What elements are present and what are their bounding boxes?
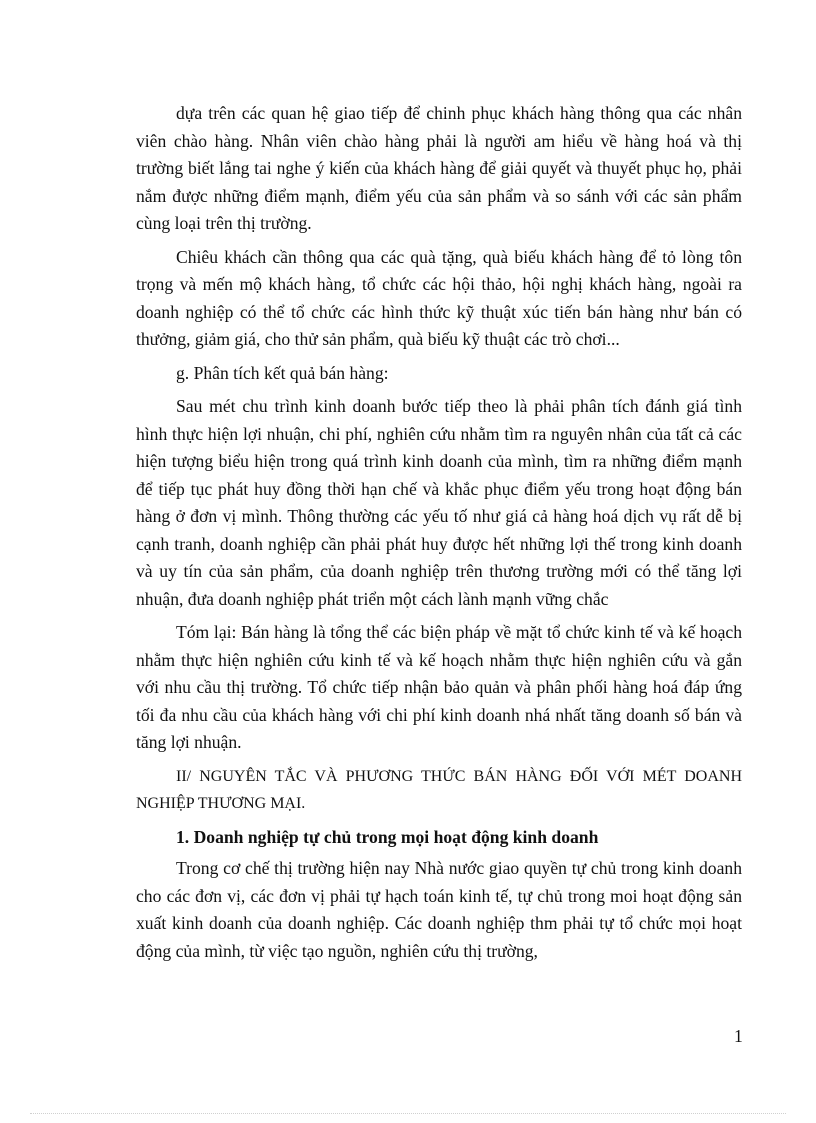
- paragraph-summary: Tóm lại: Bán hàng là tổng thể các biện pháp về mặt tổ chức kinh tế và kế hoạch nhằm thực hiện nghiên cứu kinh tế và kế hoạch nhằm thực hiện nghiên cứu và gắn với nhu cầu thị trường. Tổ chức tiếp nhận bảo quản và phân phối hàng hoá đáp ứng tối đa nhu cầu của khách hàng với chi phí kinh doanh nhá nhất tăng doanh số bán và tăng lợi nhuận.: [136, 622, 742, 752]
- page-body: [136, 100, 742, 971]
- subheading-sales-analysis: g. Phân tích kết quả bán hàng:: [176, 362, 389, 383]
- page-number: 1: [734, 1026, 743, 1046]
- paragraph-autonomy: Trong cơ chế thị trường hiện nay Nhà nước giao quyền tự chủ trong kinh doanh cho các đơn vị, các đơn vị phải tự hạch toán kinh tế, tự chủ trong moi hoạt động sản xuất kinh doanh của doanh nghiệp. Các doanh nghiệp thm phải tự tổ chức mọi hoạt động của mình, từ việc tạo nguồn, nghiên cứu thị trường,: [136, 858, 742, 961]
- paragraph-customer-attraction: Chiêu khách cần thông qua các quà tặng, quà biếu khách hàng để tỏ lòng tôn trọng và mến mộ khách hàng, tổ chức các hội thảo, hội nghị khách hàng, ngoài ra doanh nghiệp có thể tổ chức các hình thức kỹ thuật xúc tiến bán hàng như bán có thưởng, giảm giá, cho thử sản phẩm, quà biếu kỹ thuật các trò chơi...: [136, 246, 742, 349]
- subsection-heading: 1. Doanh nghiệp tự chủ trong mọi hoạt động kinh doanh: [176, 826, 599, 847]
- paragraph-salesperson: dựa trên các quan hệ giao tiếp để chinh phục khách hàng thông qua các nhân viên chào hàng. Nhân viên chào hàng phải là người am hiểu về hàng hoá và thị trường biết lắng tai nghe ý kiến của khách hàng để giải quyết và thuyết phục họ, phải nắm được những điểm mạnh, điểm yếu của sản phẩm và so sánh với các sản phẩm cùng loại trên thị trường.: [136, 103, 742, 233]
- paragraph-sales-analysis: Sau mét chu trình kinh doanh bước tiếp theo là phải phân tích đánh giá tình hình thực hiện lợi nhuận, chi phí, nghiên cứu nhằm tìm ra nguyên nhân của tất cả các hiện tượng biểu hiện trong quá trình kinh doanh của mình, tìm ra những điểm mạnh để tiếp tục phát huy đồng thời hạn chế và khắc phục điểm yếu trong hoạt động bán hàng ở đơn vị mình. Thông thường các yếu tố như giá cả hàng hoá dịch vụ rất dễ bị cạnh tranh, doanh nghiệp cần phải phát huy được hết những lợi thế trong kinh doanh và uy tín của sản phẩm, của doanh nghiệp trên thương trường mới có thể tăng lợi nhuận, đưa doanh nghiệp phát triển một cách lành mạnh vững chắc: [136, 396, 742, 609]
- page-bottom-divider: [30, 1113, 786, 1114]
- section-heading: II/ NGUYÊN TẮC VÀ PHƯƠNG THỨC BÁN HÀNG ĐỐI VỚI MÉT DOANH NGHIỆP THƯƠNG MẠI.: [136, 767, 742, 812]
